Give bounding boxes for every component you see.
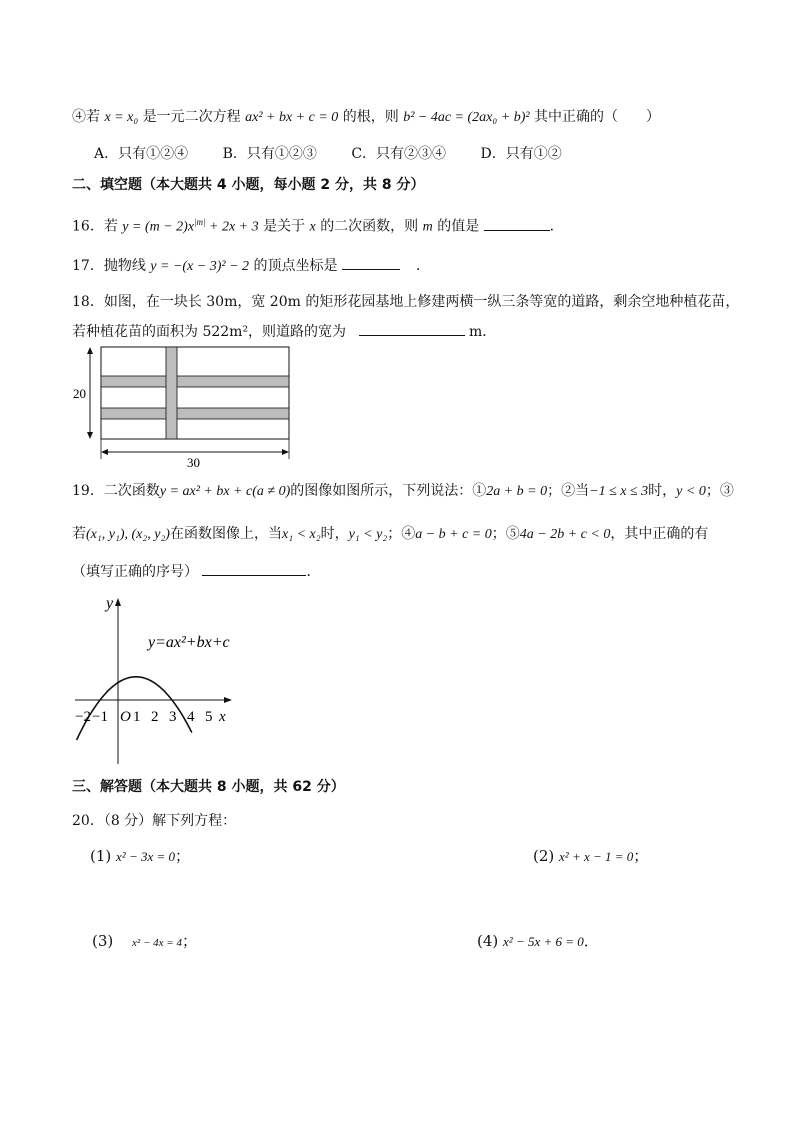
tick-label-2: 2: [151, 709, 159, 725]
q19-line1-h: ；③: [705, 483, 734, 499]
q19-line1-d: ；②当: [547, 483, 590, 499]
q18-line-1: 18．如图，在一块长 30m，宽 20m 的矩形花园基地上修建两横一纵三条等宽的道路，剩余空地种植花苗，: [72, 294, 740, 310]
q20-p2-num: (2): [533, 847, 555, 865]
road-vertical: [166, 347, 177, 439]
q20-p2-eq: x² + x − 1 = 0: [559, 849, 634, 864]
q18-line2-a: 若种植花苗的面积为 522m²，则道路的宽为: [72, 324, 347, 340]
section-3-title: 三、解答题（本大题共 8 小题，共 62 分）: [72, 779, 345, 795]
tick-label-1: 1: [133, 709, 141, 725]
road-horizontal-2: [101, 408, 289, 419]
q17-end: ．: [415, 258, 430, 274]
tick-label-neg1: −1: [92, 709, 108, 725]
q20-p3-eq: x² − 4x = 4: [132, 937, 182, 949]
q16-mid2: 的二次函数，则: [320, 218, 419, 235]
q20-p3-num: (3): [92, 932, 114, 950]
q15-item4-mid: 是一元二次方程: [142, 109, 241, 125]
q20-part-3: [92, 931, 197, 953]
width-arrow-right: [282, 449, 289, 455]
question-16: [72, 212, 564, 238]
section-2-title: 二、填空题（本大题共 4 小题，每小题 2 分，共 8 分）: [72, 177, 425, 193]
q19-line-2: [72, 524, 708, 545]
q19-line1-g: y < 0: [676, 484, 706, 499]
q16-end: ．: [549, 218, 564, 235]
q18-line2-b: m．: [468, 324, 497, 340]
q16-suffix: 的值是: [437, 218, 480, 235]
q17-answer-blank[interactable]: [342, 255, 400, 270]
q19-line1-c: 2a + b = 0: [486, 484, 548, 499]
tick-label-neg2: −2: [75, 709, 91, 725]
q15-item4-prefix: ④若: [72, 109, 100, 125]
height-arrow-bottom: [87, 432, 93, 439]
q20-p4-eq: x² − 5x + 6 = 0: [503, 934, 584, 949]
q15-options: [94, 144, 592, 164]
q19-line1-b: 的图像如图所示，下列说法：①: [290, 483, 487, 499]
q20-part-2: [533, 846, 648, 867]
q15-item4-eq: ax² + bx + c = 0: [245, 110, 339, 125]
q18-answer-blank[interactable]: [359, 321, 465, 336]
q19-line2-c: 在函数图像上，当: [169, 526, 282, 542]
q16-expr: y = (m − 2)x: [122, 219, 195, 235]
q15-item-4: [72, 107, 660, 128]
q20-p3-end: ；: [181, 932, 197, 950]
q20-part-1: [90, 846, 190, 867]
q19-line2-h: a − b + c = 0: [415, 527, 492, 542]
parabola-graph: [70, 590, 250, 766]
tick-label-3: 3: [169, 709, 177, 725]
q20-p1-num: (1): [90, 847, 112, 865]
function-label: y=ax²+bx+c: [148, 634, 230, 651]
height-label: 20: [73, 386, 86, 401]
q19-answer-blank[interactable]: [202, 561, 306, 576]
q19-line2-e: 时，: [320, 526, 349, 542]
q15-item4-rel: b² − 4ac = (2ax₀ + b)²: [403, 110, 530, 125]
q15-item4-cond: x = x₀: [104, 110, 139, 125]
q19-line-3: [72, 561, 320, 582]
q19-line3-end: ．: [306, 564, 321, 580]
q19-line2-j: 4a − 2b + c < 0: [519, 527, 611, 542]
q19-line1-f: 时，: [648, 483, 677, 499]
tick-label-4: 4: [187, 709, 195, 725]
q15-item4-mid2: 的根，则: [342, 109, 399, 125]
q16-mid: 是关于: [263, 218, 306, 235]
q15-item4-suffix: 其中正确的（ ）: [534, 109, 661, 125]
height-arrow-top: [87, 347, 93, 354]
y-axis-arrow: [115, 598, 121, 606]
garden-rect: [101, 347, 289, 439]
garden-figure: [70, 343, 300, 471]
q20-p2-end: ；: [633, 847, 649, 865]
q20-p4-num: (4): [477, 932, 499, 950]
y-axis-label: y: [106, 595, 114, 612]
q17-expr: y = −(x − 3)² − 2: [150, 259, 250, 274]
q20-part-4: [477, 931, 599, 952]
q19-line2-f: y₁ < y₂: [348, 527, 388, 542]
q16-exponent: |m|: [194, 217, 206, 227]
q16-answer-blank[interactable]: [484, 216, 550, 231]
q19-line2-k: ，其中正确的有: [610, 526, 709, 542]
tick-label-5: 5: [205, 709, 213, 725]
q17-prefix: 17．抛物线: [72, 258, 146, 274]
q17-mid: 的顶点坐标是: [253, 258, 338, 274]
q15-option-a[interactable]: A．只有①②④: [94, 146, 189, 162]
q19-line2-d: x₁ < x₂: [281, 527, 321, 542]
q20-p1-eq: x² − 3x = 0: [116, 849, 176, 864]
q16-var2: m: [422, 219, 433, 235]
q20-title: 20．（8 分）解下列方程：: [72, 813, 237, 829]
q19-line1-expr: y = ax² + bx + c(a ≠ 0): [159, 484, 291, 499]
q19-line1-a: 19．二次函数: [72, 483, 160, 499]
q16-expr2: + 2x + 3: [205, 219, 259, 235]
origin-label: O: [120, 709, 131, 725]
q19-line3-a: （填写正确的序号）: [72, 564, 198, 580]
road-horizontal-1: [101, 376, 289, 387]
q16-prefix: 16．若: [72, 218, 118, 235]
q19-line-1: [72, 481, 734, 502]
question-17: [72, 255, 430, 277]
q15-option-d[interactable]: D．只有①②: [480, 146, 562, 162]
x-axis-arrow: [224, 697, 232, 703]
x-axis-label: x: [219, 709, 226, 725]
q15-option-c[interactable]: C．只有②③④: [351, 146, 447, 162]
q19-line2-g: ；④: [387, 526, 416, 542]
q20-p1-end: ；: [175, 847, 191, 865]
q20-p4-end: ．: [583, 932, 599, 950]
q19-line2-b: (x₁, y₁), (x₂, y₂): [86, 527, 170, 542]
q15-option-b[interactable]: B．只有①②③: [222, 146, 317, 162]
width-arrow-left: [101, 449, 108, 455]
q19-line2-i: ；⑤: [491, 526, 520, 542]
q19-line2-a: 若: [72, 526, 86, 542]
q18-line-2: [72, 321, 496, 342]
width-label: 30: [187, 455, 200, 470]
q16-var: x: [309, 219, 316, 235]
q19-line1-e: −1 ≤ x ≤ 3: [589, 484, 649, 499]
